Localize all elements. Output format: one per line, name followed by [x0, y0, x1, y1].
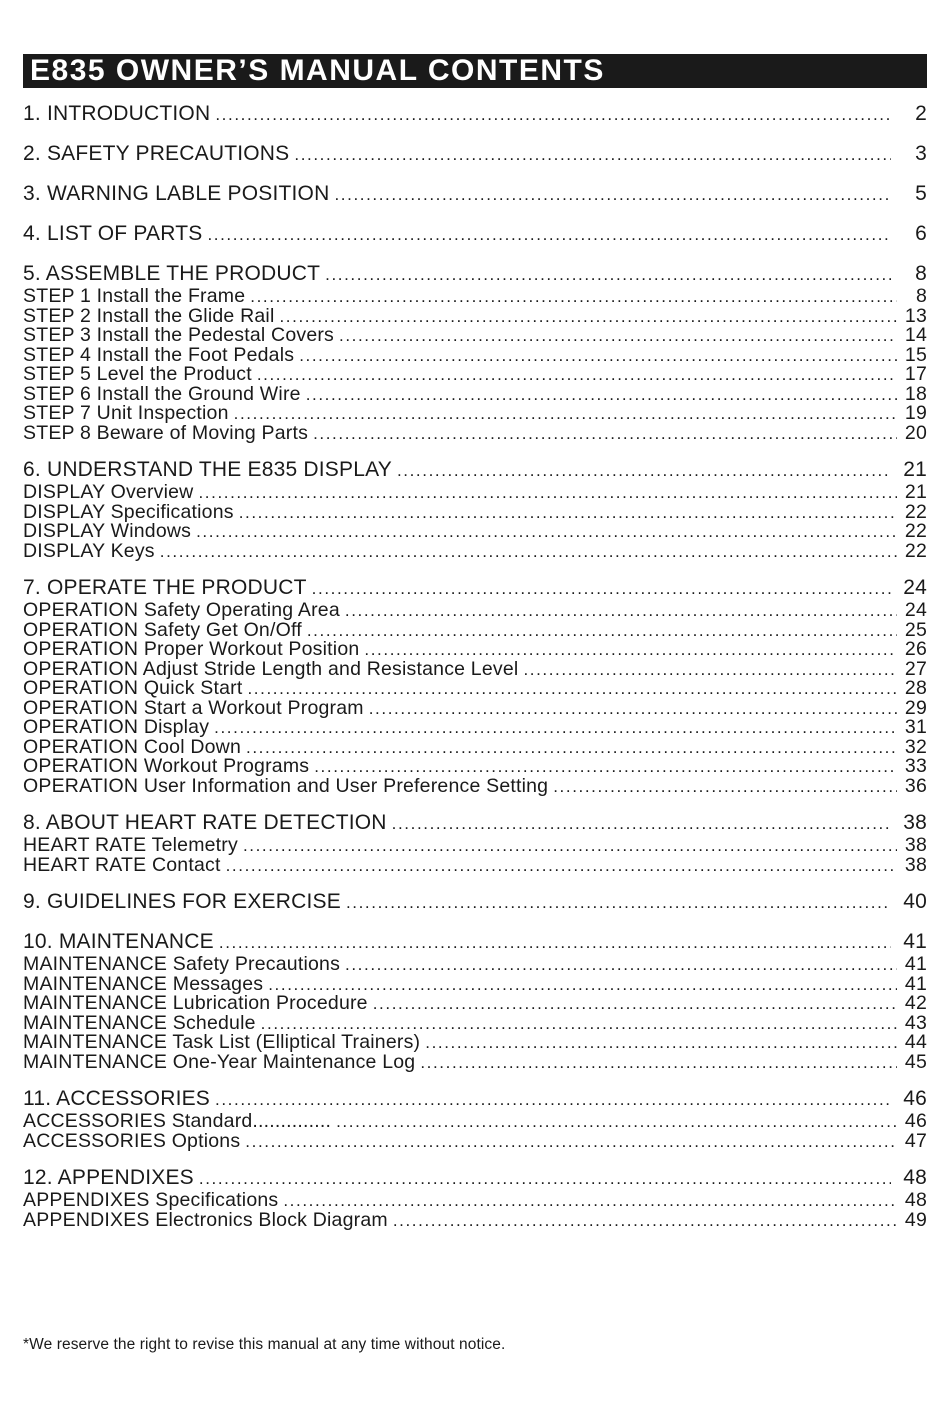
- toc-entry-page: 8: [915, 262, 927, 285]
- toc-entry-label: MAINTENANCE Messages: [23, 972, 264, 995]
- toc-entry-page: 14: [904, 324, 927, 346]
- toc-entry-page: 46: [904, 1110, 927, 1132]
- toc-entry-page: 6: [915, 222, 927, 245]
- toc-entry-label: 3. WARNING LABLE POSITION: [23, 182, 330, 205]
- dot-leader: [294, 143, 891, 167]
- toc-entry-page: 22: [904, 520, 927, 542]
- toc-entry: [23, 757, 927, 777]
- toc-entry-page: 41: [904, 972, 927, 995]
- toc-entry: [23, 522, 927, 542]
- dot-leader: [239, 503, 897, 523]
- toc-entry-page: 44: [904, 1031, 927, 1053]
- toc-entry-page: 25: [904, 618, 927, 641]
- toc-entry-page: 29: [904, 696, 927, 719]
- toc-entry-label: DISPLAY Overview: [23, 481, 194, 503]
- toc-entry-page: 41: [904, 953, 927, 975]
- toc-entry: [23, 930, 927, 955]
- dot-leader: [160, 542, 897, 562]
- toc-group: [23, 811, 927, 875]
- dot-leader: [196, 522, 897, 542]
- toc-entry-label: DISPLAY Windows: [23, 520, 192, 542]
- toc-entry-label: 10. MAINTENANCE: [23, 930, 214, 953]
- toc-entry-label: STEP 3 Install the Pedestal Covers: [23, 324, 335, 346]
- toc-entry-label: 7. OPERATE THE PRODUCT: [23, 576, 307, 599]
- toc-group: [23, 930, 927, 1072]
- toc-entry-label: MAINTENANCE Safety Precautions: [23, 953, 341, 975]
- dot-leader: [257, 365, 897, 385]
- toc-entry-label: OPERATION Start a Workout Program: [23, 696, 364, 719]
- dot-leader: [307, 621, 897, 641]
- dot-leader: [215, 1088, 891, 1112]
- toc-entry-label: OPERATION Proper Workout Position: [23, 638, 360, 660]
- toc-entry: [23, 326, 927, 346]
- toc-entry-label: 4. LIST OF PARTS: [23, 222, 203, 245]
- toc-group: [23, 222, 927, 247]
- toc-entry-page: 13: [904, 304, 927, 327]
- toc-entry-page: 22: [904, 539, 927, 562]
- toc-entry: [23, 774, 927, 797]
- toc-entry: [23, 404, 927, 424]
- toc-entry-label: STEP 2 Install the Glide Rail: [23, 304, 275, 327]
- toc-entry: [23, 601, 927, 621]
- toc-entry: [23, 222, 927, 247]
- dot-leader: [523, 660, 897, 680]
- toc-entry-page: 41: [903, 930, 927, 953]
- toc-entry-label: 2. SAFETY PRECAUTIONS: [23, 142, 290, 165]
- toc-entry-label: STEP 1 Install the Frame: [23, 285, 246, 307]
- toc-group: [23, 262, 927, 443]
- toc-entry-page: 18: [904, 382, 927, 405]
- dot-leader: [243, 836, 897, 856]
- dot-leader: [420, 1053, 897, 1073]
- toc-entry-label: STEP 4 Install the Foot Pedals: [23, 343, 295, 366]
- toc-entry-label: MAINTENANCE One-Year Maintenance Log: [23, 1050, 416, 1073]
- dot-leader: [245, 1132, 897, 1152]
- toc-entry-label: ACCESSORIES Standard..............: [23, 1110, 332, 1132]
- toc-entry-page: 26: [904, 638, 927, 660]
- dot-leader: [312, 577, 891, 601]
- toc-entry-page: 17: [904, 363, 927, 385]
- toc-entry-page: 38: [903, 811, 927, 834]
- dot-leader: [246, 738, 897, 758]
- toc-entry-page: 33: [904, 755, 927, 777]
- toc-entry-page: 15: [904, 343, 927, 366]
- toc-entry-page: 36: [904, 774, 927, 797]
- toc-entry: [23, 1208, 927, 1231]
- toc-entry: [23, 287, 927, 307]
- toc-entry-page: 32: [904, 735, 927, 758]
- toc-entry-page: 27: [904, 657, 927, 680]
- page-title-bar: [23, 54, 927, 88]
- dot-leader: [369, 699, 897, 719]
- toc-entry-label: 5. ASSEMBLE THE PRODUCT: [23, 262, 321, 285]
- toc-entry-page: 45: [904, 1050, 927, 1073]
- toc-entry: [23, 576, 927, 601]
- toc-entry: [23, 483, 927, 503]
- toc-entry: [23, 539, 927, 562]
- toc-entry: [23, 262, 927, 287]
- dot-leader: [279, 307, 897, 327]
- dot-leader: [198, 483, 897, 503]
- toc-group: [23, 1166, 927, 1230]
- dot-leader: [215, 103, 891, 127]
- toc-entry-page: 2: [915, 102, 927, 125]
- toc-entry-page: 21: [903, 458, 927, 481]
- toc-entry-page: 38: [904, 853, 927, 876]
- toc-entry: [23, 718, 927, 738]
- toc-entry-page: 28: [904, 677, 927, 699]
- toc-entry: [23, 1191, 927, 1211]
- toc-entry: [23, 679, 927, 699]
- toc-group: [23, 142, 927, 167]
- dot-leader: [247, 679, 897, 699]
- dot-leader: [425, 1033, 897, 1053]
- toc-entry-label: OPERATION Workout Programs: [23, 755, 310, 777]
- toc-entry-label: STEP 6 Install the Ground Wire: [23, 382, 301, 405]
- toc-entry: [23, 890, 927, 915]
- toc-group: [23, 890, 927, 915]
- toc-entry-label: OPERATION User Information and User Preference Setting: [23, 774, 549, 797]
- toc-entry-label: ACCESSORIES Options: [23, 1129, 241, 1152]
- toc-entry-label: DISPLAY Keys: [23, 539, 155, 562]
- toc-entry-label: OPERATION Cool Down: [23, 735, 241, 758]
- toc-entry-label: HEART RATE Telemetry: [23, 834, 238, 856]
- toc-entry-label: MAINTENANCE Schedule: [23, 1011, 256, 1034]
- toc-entry-label: APPENDIXES Specifications: [23, 1189, 279, 1211]
- footnote: *We reserve the right to revise this manual at any time without notice.: [23, 1336, 506, 1353]
- toc-group: [23, 576, 927, 796]
- dot-leader: [325, 263, 891, 287]
- toc-entry-label: 9. GUIDELINES FOR EXERCISE: [23, 890, 341, 913]
- toc-entry-page: 22: [904, 500, 927, 523]
- toc-entry: [23, 182, 927, 207]
- toc-group: [23, 182, 927, 207]
- toc-entry: [23, 1129, 927, 1152]
- toc-entry: [23, 1112, 927, 1132]
- toc-entry-label: DISPLAY Specifications: [23, 500, 234, 523]
- dot-leader: [219, 931, 891, 955]
- toc-entry-label: 12. APPENDIXES: [23, 1166, 194, 1189]
- toc-entry-label: 6. UNDERSTAND THE E835 DISPLAY: [23, 458, 392, 481]
- page-title: E835 OWNER’S MANUAL CONTENTS: [30, 54, 605, 87]
- toc-entry: [23, 365, 927, 385]
- toc-entry-page: 48: [903, 1166, 927, 1189]
- toc-entry-page: 5: [915, 182, 927, 205]
- toc-entry-page: 24: [904, 599, 927, 621]
- toc-entry: [23, 811, 927, 836]
- toc-entry-page: 47: [904, 1129, 927, 1152]
- toc-entry: [23, 1050, 927, 1073]
- dot-leader: [392, 812, 891, 836]
- toc-entry-label: OPERATION Adjust Stride Length and Resistance Level: [23, 657, 519, 680]
- dot-leader: [234, 404, 897, 424]
- toc-entry-page: 46: [903, 1087, 927, 1110]
- toc-entry-label: MAINTENANCE Task List (Elliptical Trainers): [23, 1031, 421, 1053]
- toc-entry-page: 8: [915, 285, 927, 307]
- toc-entry-label: 8. ABOUT HEART RATE DETECTION: [23, 811, 387, 834]
- toc-entry-label: APPENDIXES Electronics Block Diagram: [23, 1208, 388, 1231]
- dot-leader: [199, 1167, 891, 1191]
- toc-entry: [23, 1033, 927, 1053]
- toc-entry-label: OPERATION Safety Operating Area: [23, 599, 340, 621]
- toc-entry: [23, 1166, 927, 1191]
- toc-entry-label: HEART RATE Contact: [23, 853, 221, 876]
- toc-entry-page: 40: [903, 890, 927, 913]
- dot-leader: [393, 1211, 897, 1231]
- dot-leader: [346, 891, 891, 915]
- dot-leader: [283, 1191, 897, 1211]
- toc-group: [23, 102, 927, 127]
- toc-entry: [23, 1087, 927, 1112]
- toc-entry-page: 19: [904, 402, 927, 424]
- toc-entry-label: OPERATION Display: [23, 716, 210, 738]
- dot-leader: [314, 757, 897, 777]
- dot-leader: [250, 287, 897, 307]
- toc-entry: [23, 421, 927, 444]
- dot-leader: [373, 994, 897, 1014]
- toc-entry: [23, 853, 927, 876]
- toc-entry-page: 43: [904, 1011, 927, 1034]
- toc-entry: [23, 458, 927, 483]
- toc-entry-page: 48: [904, 1189, 927, 1211]
- toc-entry-page: 49: [904, 1208, 927, 1231]
- toc-entry-label: MAINTENANCE Lubrication Procedure: [23, 992, 368, 1014]
- toc-entry: [23, 142, 927, 167]
- toc-entry: [23, 955, 927, 975]
- toc-entry-label: 1. INTRODUCTION: [23, 102, 211, 125]
- toc-group: [23, 1087, 927, 1151]
- toc-entry: [23, 640, 927, 660]
- toc-entry-page: 3: [915, 142, 927, 165]
- dot-leader: [214, 718, 897, 738]
- dot-leader: [207, 223, 891, 247]
- dot-leader: [226, 856, 897, 876]
- dot-leader: [299, 346, 897, 366]
- toc-entry-label: STEP 5 Level the Product: [23, 363, 252, 385]
- dot-leader: [334, 183, 891, 207]
- toc: [23, 102, 927, 1245]
- dot-leader: [306, 385, 897, 405]
- toc-entry-label: OPERATION Quick Start: [23, 677, 243, 699]
- toc-entry: [23, 994, 927, 1014]
- toc-group: [23, 458, 927, 561]
- toc-entry-label: STEP 8 Beware of Moving Parts: [23, 421, 309, 444]
- dot-leader: [339, 326, 897, 346]
- toc-entry-label: OPERATION Safety Get On/Off: [23, 618, 302, 641]
- toc-entry-page: 38: [904, 834, 927, 856]
- toc-entry: [23, 102, 927, 127]
- dot-leader: [397, 459, 891, 483]
- dot-leader: [553, 777, 897, 797]
- dot-leader: [345, 601, 897, 621]
- toc-entry-page: 42: [904, 992, 927, 1014]
- dot-leader: [336, 1112, 897, 1132]
- toc-entry-label: STEP 7 Unit Inspection: [23, 402, 229, 424]
- toc-entry: [23, 836, 927, 856]
- dot-leader: [364, 640, 897, 660]
- toc-entry-page: 21: [904, 481, 927, 503]
- toc-entry-page: 24: [903, 576, 927, 599]
- dot-leader: [313, 424, 897, 444]
- toc-entry-page: 31: [904, 716, 927, 738]
- toc-entry-label: 11. ACCESSORIES: [23, 1087, 211, 1110]
- toc-entry-page: 20: [904, 421, 927, 444]
- dot-leader: [345, 955, 897, 975]
